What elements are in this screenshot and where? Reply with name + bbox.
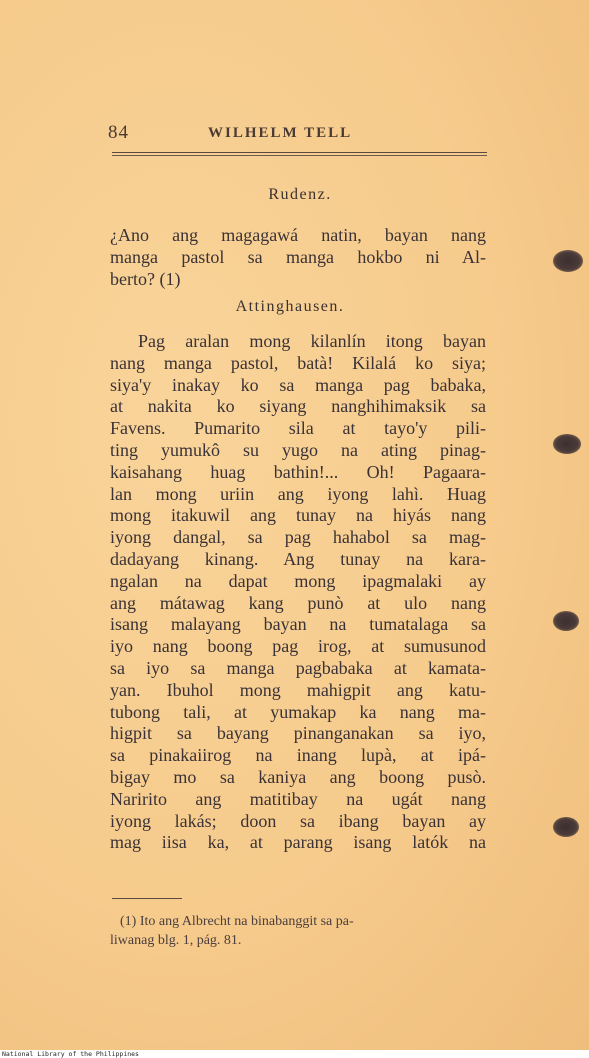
text-line: dadayang kinang. Ang tunay na kara- <box>110 548 486 569</box>
footnote <box>110 912 486 950</box>
binding-hole-mark <box>553 250 583 272</box>
text-line: mong itakuwil ang tunay na hiyás nang <box>110 505 486 526</box>
header-rule <box>112 152 487 153</box>
text-line: isang malayang bayan na tumatalaga sa <box>110 614 486 635</box>
text-line: ting yumukô su yugo na ating pinag- <box>110 439 486 460</box>
footnote-rule <box>112 898 182 899</box>
footnote-line: liwanag blg. 1, pág. 81. <box>110 933 242 948</box>
page-number: 84 <box>108 122 129 143</box>
text-line: nang manga pastol, batà! Kilalá ko siya; <box>110 352 486 373</box>
text-line: iyong lakás; doon sa ibang bayan ay <box>110 810 486 831</box>
running-title: WILHELM TELL <box>208 125 353 141</box>
text-line: mag iisa ka, at parang isang latók na <box>110 832 486 853</box>
text-line: at nakita ko siyang nanghihimaksik sa <box>110 396 486 417</box>
text-line: iyong dangal, sa pag hahabol sa mag- <box>110 527 486 548</box>
footnote-line: (1) Ito ang Albrecht na binabanggit sa pa- <box>120 914 354 929</box>
binding-hole-mark <box>553 817 579 837</box>
text-line: tubong tali, at yumakap ka nang ma- <box>110 701 486 722</box>
text-line: Favens. Pumarito sila at tayo'y pili- <box>110 418 486 439</box>
binding-hole-mark <box>553 434 581 454</box>
text-line: Pag aralan mong kilanlín itong bayan <box>138 331 486 351</box>
page-header <box>108 122 488 146</box>
text-line: bigay mo sa kaniya ang boong pusò. <box>110 766 486 787</box>
text-line: iyo nang boong pag irog, at sumusunod <box>110 636 486 657</box>
binding-hole-mark <box>553 611 579 631</box>
text-line: sa iyo sa manga pagbabaka at kamata- <box>110 657 486 678</box>
text-line: berto? (1) <box>110 268 181 289</box>
text-line: ngalan na dapat mong ipagmalaki ay <box>110 570 486 591</box>
text-line: higpit sa bayang pinanganakan sa iyo, <box>110 723 486 744</box>
dialogue-rudenz <box>110 225 486 290</box>
speaker-name-attinghausen: Attinghausen. <box>235 298 345 315</box>
text-line: manga pastol sa manga hokbo ni Al- <box>110 246 486 267</box>
text-line: sa pinakaiirog na inang lupà, at ipá- <box>110 745 486 766</box>
speaker-name-rudenz: Rudenz. <box>268 186 332 203</box>
text-line: ¿Ano ang magagawá natin, bayan nang <box>110 225 486 245</box>
text-line: siya'y inakay ko sa manga pag babaka, <box>110 374 486 395</box>
header-rule-second <box>112 155 487 156</box>
text-line: yan. Ibuhol mong mahigpit ang katu- <box>110 679 486 700</box>
text-line: Naririto ang matitibay na ugát nang <box>110 788 486 809</box>
text-line: lan mong uriin ang iyong lahì. Huag <box>110 483 486 504</box>
text-line: ang mátawag kang punò at ulo nang <box>110 592 486 613</box>
library-credit: National Library of the Philippines <box>2 1050 139 1058</box>
text-line: kaisahang huag bathin!... Oh! Pagaara- <box>110 461 486 482</box>
dialogue-attinghausen <box>110 331 486 854</box>
